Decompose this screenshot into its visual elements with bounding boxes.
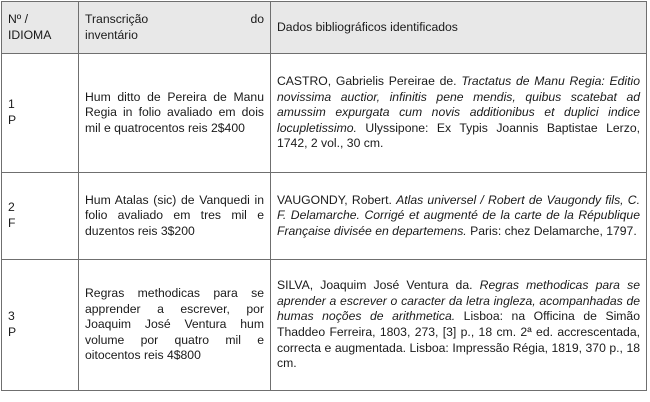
header-transcription-word1: Transcrição: [85, 11, 149, 26]
bib-title: Tractatus de Manu Regia: Editio novissima auctior, infinitis pene mendis, quibus scatebat ad amussim expurgata cum novis additionibus et duplici indice locupletissimo.: [277, 74, 640, 135]
transcription-cell: Regras methodicas para se apprender a escrever, por Joaquim José Ventura hum volume por quatro mil e oitocentos reis 4$800: [79, 260, 271, 391]
row-language: F: [8, 216, 16, 230]
header-language-label: IDIOMA: [8, 27, 52, 42]
row-index-cell: [2, 54, 79, 173]
row-number: 3: [8, 309, 15, 324]
bibliographic-cell: [271, 260, 647, 391]
transcription-cell: Hum ditto de Pereira de Manu Regia in folio avaliado em dois mil e quatrocentos reis 2$400: [79, 54, 271, 173]
bib-imprint: Ulyssipone: Ex Typis Joannis Baptistae Lerzo, 1742, 2 vol., 30 cm.: [277, 120, 640, 151]
transcription-cell: Hum Atalas (sic) de Vanquedi in folio avaliado em tres mil e duzentos reis 3$200: [79, 173, 271, 260]
bib-imprint: Paris: chez Delamarche, 1797.: [466, 223, 637, 238]
header-row: [2, 2, 647, 54]
table-row: [2, 54, 647, 173]
header-bibliographic-data: Dados bibliográficos identificados: [271, 2, 647, 54]
row-language: P: [8, 325, 17, 339]
bib-author: CASTRO, Gabrielis Pereirae de.: [277, 74, 462, 89]
header-transcription: [79, 2, 271, 54]
bib-title: Atlas universel / Robert de Vaugondy fils, C. F. Delamarche. Corrigé et augmenté de la carte de la République Française divisée en departemens.: [277, 192, 640, 238]
header-number-language: [2, 2, 79, 54]
header-number-label: Nº /: [8, 11, 29, 26]
bib-author: SILVA, Joaquim José Ventura da.: [277, 278, 480, 293]
inventory-table: [1, 1, 647, 391]
table-row: [2, 260, 647, 391]
bib-author: VAUGONDY, Robert.: [277, 192, 397, 207]
bibliographic-cell: [271, 54, 647, 173]
bib-imprint: Lisboa: na Officina de Simão Thaddeo Ferreira, 1803, 273, [3] p., 18 cm. 2ª ed. accrescentada, correcta e augmentada. Lisboa: Impressão Régia, 1819, 370 p., 18 cm.: [277, 309, 640, 371]
row-index-cell: [2, 173, 79, 260]
header-transcription-word2: do: [250, 11, 264, 26]
row-index-cell: [2, 260, 79, 391]
bib-title: Regras methodicas para se aprender a escrever o caracter da letra ingleza, acompanhadas de humas noções de arithmetica.: [277, 278, 640, 324]
header-transcription-line2: inventário: [85, 27, 138, 42]
bibliographic-cell: [271, 173, 647, 260]
table-row: [2, 173, 647, 260]
row-number: 2: [8, 200, 15, 215]
row-language: P: [8, 113, 17, 127]
row-number: 1: [8, 97, 15, 112]
